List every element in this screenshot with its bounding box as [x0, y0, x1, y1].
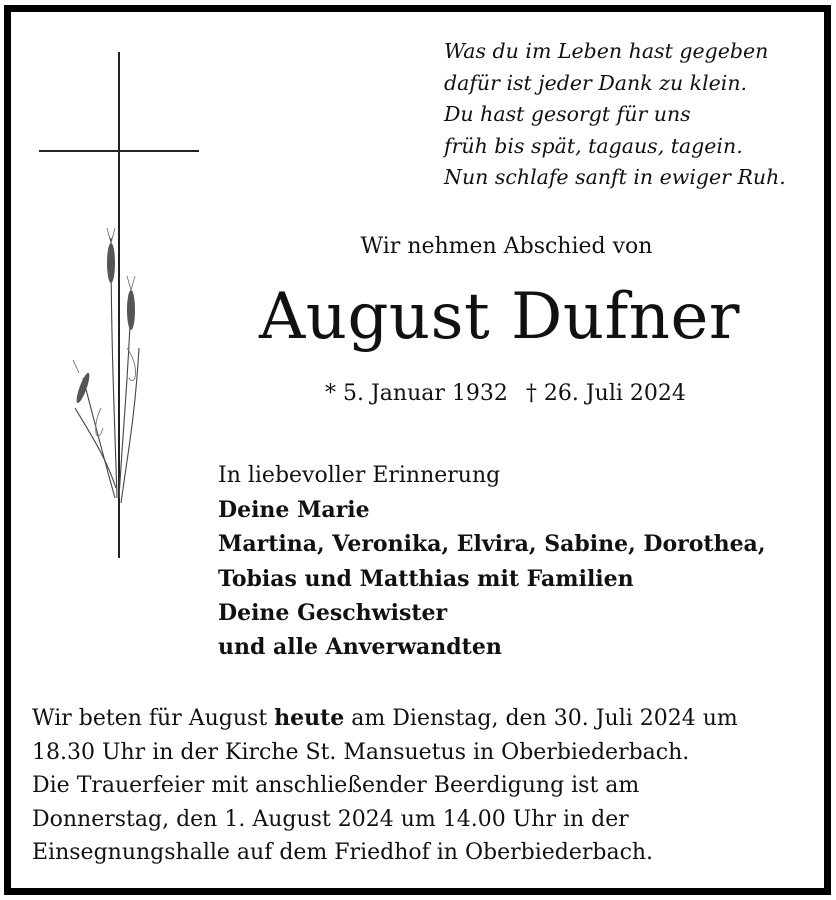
life-dates [325, 381, 686, 406]
poem-line: früh bis spät, tagaus, tagein. [444, 133, 743, 158]
service-line: Die Trauerfeier mit anschließender Beerdigung ist am [32, 773, 640, 798]
deceased-name: August Dufner [259, 280, 740, 354]
mourner-line: Tobias und Matthias mit Familien [218, 565, 634, 592]
mourners-block [218, 459, 765, 664]
service-line: Einsegnungshalle auf dem Friedhof in Oberbiederbach. [32, 840, 654, 865]
farewell-intro-text: Wir nehmen Abschied von [360, 234, 653, 259]
mourner-line: und alle Anverwandten [218, 634, 502, 661]
mourner-line: Martina, Veronika, Elvira, Sabine, Dorothea, [218, 531, 766, 558]
service-line [32, 702, 738, 736]
mourner-line: Deine Geschwister [218, 599, 448, 626]
death-date: † 26. Juli 2024 [525, 381, 686, 406]
mourner-line: Deine Marie [218, 497, 370, 524]
poem-line: Du hast gesorgt für uns [444, 102, 691, 126]
service-line: Donnerstag, den 1. August 2024 um 14.00 Uhr in der [32, 806, 629, 832]
service-line-end: am Dienstag, den 30. Juli 2024 um [344, 706, 738, 731]
service-line-start: Wir beten für August [32, 706, 275, 731]
cross-with-wheat-icon [31, 48, 211, 568]
service-emphasis: heute [274, 705, 345, 731]
poem [444, 36, 786, 194]
birth-date: * 5. Januar 1932 [325, 381, 508, 406]
service-line: 18.30 Uhr in der Kirche St. Mansuetus in Oberbiederbach. [32, 739, 690, 765]
farewell-intro [11, 234, 824, 259]
poem-line: dafür ist jeder Dank zu klein. [444, 70, 748, 95]
service-details [32, 702, 738, 870]
memory-intro: In liebevoller Erinnerung [218, 463, 501, 488]
poem-line: Nun schlafe sanft in ewiger Ruh. [444, 165, 786, 189]
obituary-frame [4, 5, 831, 895]
poem-line: Was du im Leben hast gegeben [444, 39, 769, 63]
